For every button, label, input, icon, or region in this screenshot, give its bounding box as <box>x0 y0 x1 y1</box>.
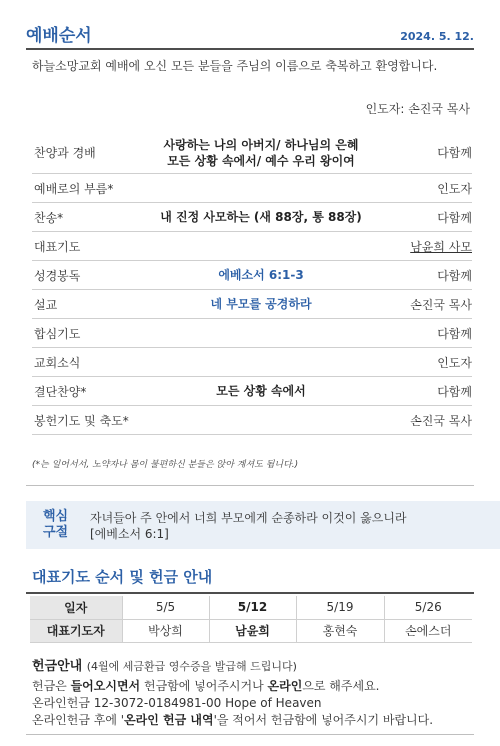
order-item: 교회소식 <box>34 355 81 370</box>
key-verse-label-line2: 구절 <box>43 525 69 540</box>
worship-leader: 인도자: 손진국 목사 <box>365 102 470 116</box>
order-who: 인도자 <box>437 181 472 196</box>
praise-songs-line2: 모든 상황 속에서/ 예수 우리 왕이여 <box>167 153 355 168</box>
date-header: 일자 <box>30 596 122 619</box>
schedule-date: 5/26 <box>384 596 472 619</box>
offering-line1 <box>32 678 433 695</box>
offering-line3-b: 온라인 헌금 내역 <box>124 713 214 727</box>
standing-note: (*는 일어서서, 노약자나 몸이 불편하신 분들은 앉아 계셔도 됩니다.) <box>32 460 299 470</box>
order-row-joint-prayer <box>32 319 472 348</box>
bulletin-header <box>26 18 474 46</box>
order-item: 합심기도 <box>34 326 81 341</box>
order-content <box>160 137 362 169</box>
order-item: 대표기도 <box>34 239 81 254</box>
offering-account: 온라인헌금 12-3072-0184981-00 Hope of Heaven <box>32 696 322 710</box>
offering-title-text: 헌금안내 <box>32 659 83 674</box>
offering-line1-b: 들어오시면서 <box>70 679 141 693</box>
order-row-hymn <box>32 203 472 232</box>
welcome-text: 하늘소망교회 예배에 오신 모든 분들을 주님의 이름으로 축복하고 환영합니다. <box>32 59 438 73</box>
schedule-person-row <box>30 619 472 642</box>
key-verse-reference: [에베소서 6:1] <box>90 527 169 541</box>
order-row-scripture <box>32 261 472 290</box>
prayer-schedule-title: 대표기도 순서 및 헌금 안내 <box>32 568 213 586</box>
order-content: 에베소서 6:1-3 <box>218 268 304 282</box>
order-who: 손진국 목사 <box>410 297 472 312</box>
bottom-divider <box>26 734 474 735</box>
order-row-offering <box>32 406 472 435</box>
order-who: 손진국 목사 <box>410 413 472 428</box>
order-row-praise <box>32 132 472 174</box>
schedule-person: 박상희 <box>122 619 209 642</box>
order-who: 다함께 <box>437 210 472 225</box>
key-verse-label <box>43 509 73 541</box>
offering-text <box>32 678 433 729</box>
key-verse-label-line1: 핵심 <box>43 509 69 524</box>
schedule-person: 손에스더 <box>384 619 472 642</box>
schedule-date-row <box>30 596 472 619</box>
page-title: 예배순서 <box>26 26 92 46</box>
order-item: 성경봉독 <box>34 268 81 283</box>
header-divider <box>26 48 474 50</box>
order-who-underlined: 남윤희 사모 <box>410 239 472 254</box>
schedule-date: 5/5 <box>122 596 209 619</box>
order-who: 다함께 <box>437 326 472 341</box>
order-item: 봉헌기도 및 축도* <box>34 413 129 428</box>
order-row-sermon <box>32 290 472 319</box>
order-content: 모든 상황 속에서 <box>216 384 306 398</box>
offering-line3-a: 온라인헌금 후에 ' <box>32 713 125 727</box>
order-who: 다함께 <box>437 146 472 160</box>
key-verse-box <box>26 501 500 549</box>
section-divider <box>26 485 474 486</box>
schedule-date-current: 5/12 <box>209 596 296 619</box>
offering-subtitle: (4월에 세금환급 영수증을 발급해 드립니다) <box>86 660 297 673</box>
order-who <box>362 238 472 255</box>
prayer-schedule-divider <box>26 592 474 594</box>
bulletin-date: 2024. 5. 12. <box>400 30 474 43</box>
order-row-prayer <box>32 232 472 261</box>
praise-songs-line1: 사랑하는 나의 아버지/ 하나님의 은혜 <box>163 137 359 152</box>
schedule-person-current: 남윤희 <box>209 619 296 642</box>
order-row-decision-song <box>32 377 472 406</box>
order-who: 인도자 <box>437 355 472 370</box>
order-content: 네 부모를 공경하라 <box>210 297 312 311</box>
order-item: 예배로의 부름* <box>34 181 114 196</box>
offering-line1-c: 헌금함에 넣어주시거나 <box>140 679 268 693</box>
schedule-date: 5/19 <box>296 596 384 619</box>
offering-line1-e: 으로 해주세요. <box>302 679 380 693</box>
schedule-person: 홍현숙 <box>296 619 384 642</box>
order-item: 결단찬양* <box>34 384 87 399</box>
offering-title <box>32 655 297 674</box>
key-verse-text <box>90 510 407 542</box>
order-item: 찬송* <box>34 210 64 225</box>
offering-line1-d: 온라인 <box>267 679 303 693</box>
order-row-call <box>32 174 472 203</box>
offering-line1-a: 헌금은 <box>32 679 71 693</box>
offering-line3-c: '을 적어서 헌금함에 넣어주시기 바랍니다. <box>213 713 434 727</box>
worship-order-table <box>32 132 472 435</box>
order-row-news <box>32 348 472 377</box>
key-verse-line1: 자녀들아 주 안에서 너희 부모에게 순종하라 이것이 옳으니라 <box>90 511 407 525</box>
prayer-schedule-table <box>30 596 472 643</box>
offering-line3 <box>32 712 433 729</box>
order-content: 내 진정 사모하는 (새 88장, 통 88장) <box>160 210 362 224</box>
order-who: 다함께 <box>437 384 472 399</box>
order-who: 다함께 <box>437 268 472 283</box>
order-item: 설교 <box>34 297 58 312</box>
order-item: 찬양과 경배 <box>34 146 96 160</box>
person-header: 대표기도자 <box>30 619 122 642</box>
